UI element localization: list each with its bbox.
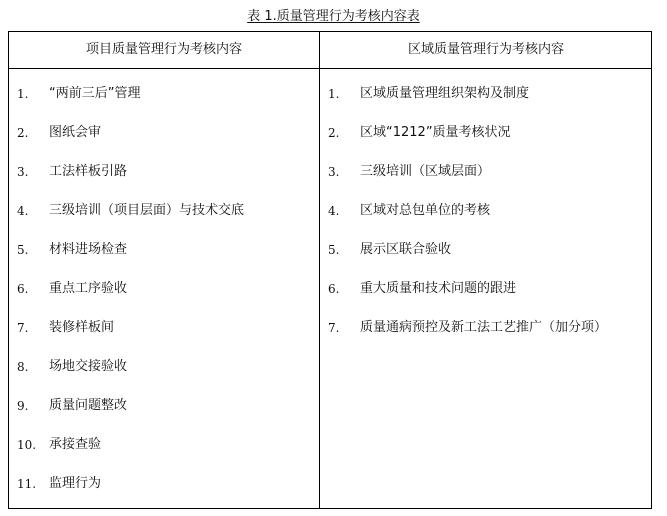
item-number: 7. (328, 321, 340, 335)
item-text: 材料进场检查 (49, 242, 128, 257)
item-text: 重大质量和技术问题的跟进 (360, 281, 517, 296)
assessment-table (8, 31, 652, 509)
list-item (328, 120, 650, 159)
item-text: 区域对总包单位的考核 (360, 203, 491, 218)
item-number: 8. (17, 360, 29, 374)
list-item (17, 159, 315, 198)
item-text: 工法样板引路 (49, 164, 128, 179)
item-number: 6. (17, 282, 29, 296)
right-column-header: 区域质量管理行为考核内容 (407, 42, 564, 57)
item-number: 2. (328, 126, 340, 140)
header-divider (9, 68, 651, 69)
item-number: 3. (17, 165, 29, 179)
item-text: 场地交接验收 (49, 359, 128, 374)
item-text: 质量通病预控及新工法工艺推广（加分项） (360, 320, 608, 335)
item-number: 3. (328, 165, 340, 179)
list-item (328, 315, 650, 354)
item-number: 6. (328, 282, 340, 296)
list-item (17, 471, 315, 510)
item-text: 承接查验 (49, 437, 102, 452)
list-item (17, 237, 315, 276)
list-item (328, 81, 650, 120)
item-number: 4. (328, 204, 340, 218)
list-item (17, 81, 315, 120)
item-number: 5. (17, 243, 29, 257)
item-number: 10. (17, 438, 37, 452)
item-text: 三级培训（项目层面）与技术交底 (49, 203, 245, 218)
table-caption: 表 1.质量管理行为考核内容表 (247, 9, 420, 24)
item-number: 1. (17, 87, 29, 101)
column-divider (319, 32, 320, 508)
item-text: 装修样板间 (49, 320, 115, 335)
item-text: 展示区联合验收 (360, 242, 452, 257)
item-number: 7. (17, 321, 29, 335)
item-number: 2. (17, 126, 29, 140)
item-text: 区域质量管理组织架构及制度 (360, 86, 530, 101)
list-item (328, 159, 650, 198)
list-item (17, 315, 315, 354)
list-item (17, 120, 315, 159)
list-item (17, 276, 315, 315)
item-text: “两前三后”管理 (49, 86, 141, 101)
item-text: 图纸会审 (49, 125, 102, 140)
list-item (17, 393, 315, 432)
item-number: 5. (328, 243, 340, 257)
left-column-header: 项目质量管理行为考核内容 (85, 42, 242, 57)
item-text: 区域“1212”质量考核状况 (360, 125, 511, 140)
item-text: 重点工序验收 (49, 281, 128, 296)
list-item (328, 276, 650, 315)
item-text: 质量问题整改 (49, 398, 128, 413)
list-item (328, 198, 650, 237)
project-items-list (17, 81, 315, 510)
item-text: 监理行为 (49, 476, 102, 491)
item-number: 11. (17, 477, 37, 491)
list-item (17, 354, 315, 393)
item-number: 4. (17, 204, 29, 218)
list-item (17, 198, 315, 237)
item-number: 9. (17, 399, 29, 413)
list-item (328, 237, 650, 276)
list-item (17, 432, 315, 471)
region-items-list (328, 81, 650, 354)
item-text: 三级培训（区域层面） (360, 164, 491, 179)
item-number: 1. (328, 87, 340, 101)
